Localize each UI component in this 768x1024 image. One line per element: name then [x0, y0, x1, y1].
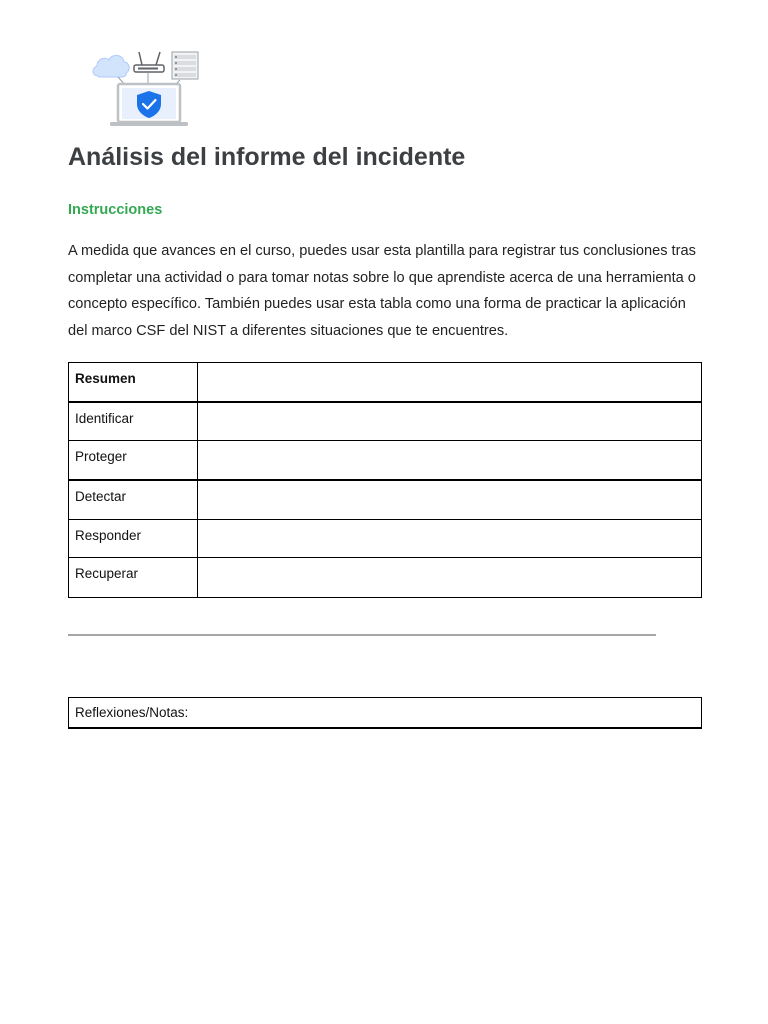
table-row — [69, 558, 702, 598]
table-row — [69, 441, 702, 480]
cloud-icon — [93, 55, 129, 77]
row-value-detectar[interactable] — [198, 480, 702, 520]
router-icon — [134, 52, 164, 72]
instructions-heading: Instrucciones — [68, 202, 163, 218]
table-row — [69, 363, 702, 402]
row-label-resumen: Resumen — [69, 363, 198, 402]
section-divider — [68, 634, 656, 636]
row-label-identificar: Identificar — [69, 402, 198, 441]
row-label-responder: Responder — [69, 520, 198, 558]
nist-csf-table — [68, 362, 702, 598]
table-row — [69, 480, 702, 520]
security-illustration — [90, 48, 202, 130]
row-value-identificar[interactable] — [198, 402, 702, 441]
document-title: Análisis del informe del incidente — [68, 143, 466, 171]
table-row — [69, 402, 702, 441]
notes-box[interactable] — [68, 697, 702, 729]
row-value-proteger[interactable] — [198, 441, 702, 480]
row-value-responder[interactable] — [198, 520, 702, 558]
row-value-recuperar[interactable] — [198, 558, 702, 598]
row-label-recuperar: Recuperar — [69, 558, 198, 598]
row-label-proteger: Proteger — [69, 441, 198, 480]
server-icon — [172, 52, 198, 79]
notes-label: Reflexiones/Notas: — [75, 705, 189, 720]
instructions-paragraph: A medida que avances en el curso, puedes usar esta plantilla para registrar tus conclusiones tras completar una actividad o para tomar notas sobre lo que aprendiste acerca de una herramienta o concepto específico. También puedes usar esta tabla como una forma de practicar la aplicación del marco CSF del NIST a diferentes situaciones que te encuentres. — [68, 243, 696, 339]
table-row — [69, 520, 702, 558]
row-value-resumen[interactable] — [198, 363, 702, 402]
row-label-detectar: Detectar — [69, 480, 198, 520]
